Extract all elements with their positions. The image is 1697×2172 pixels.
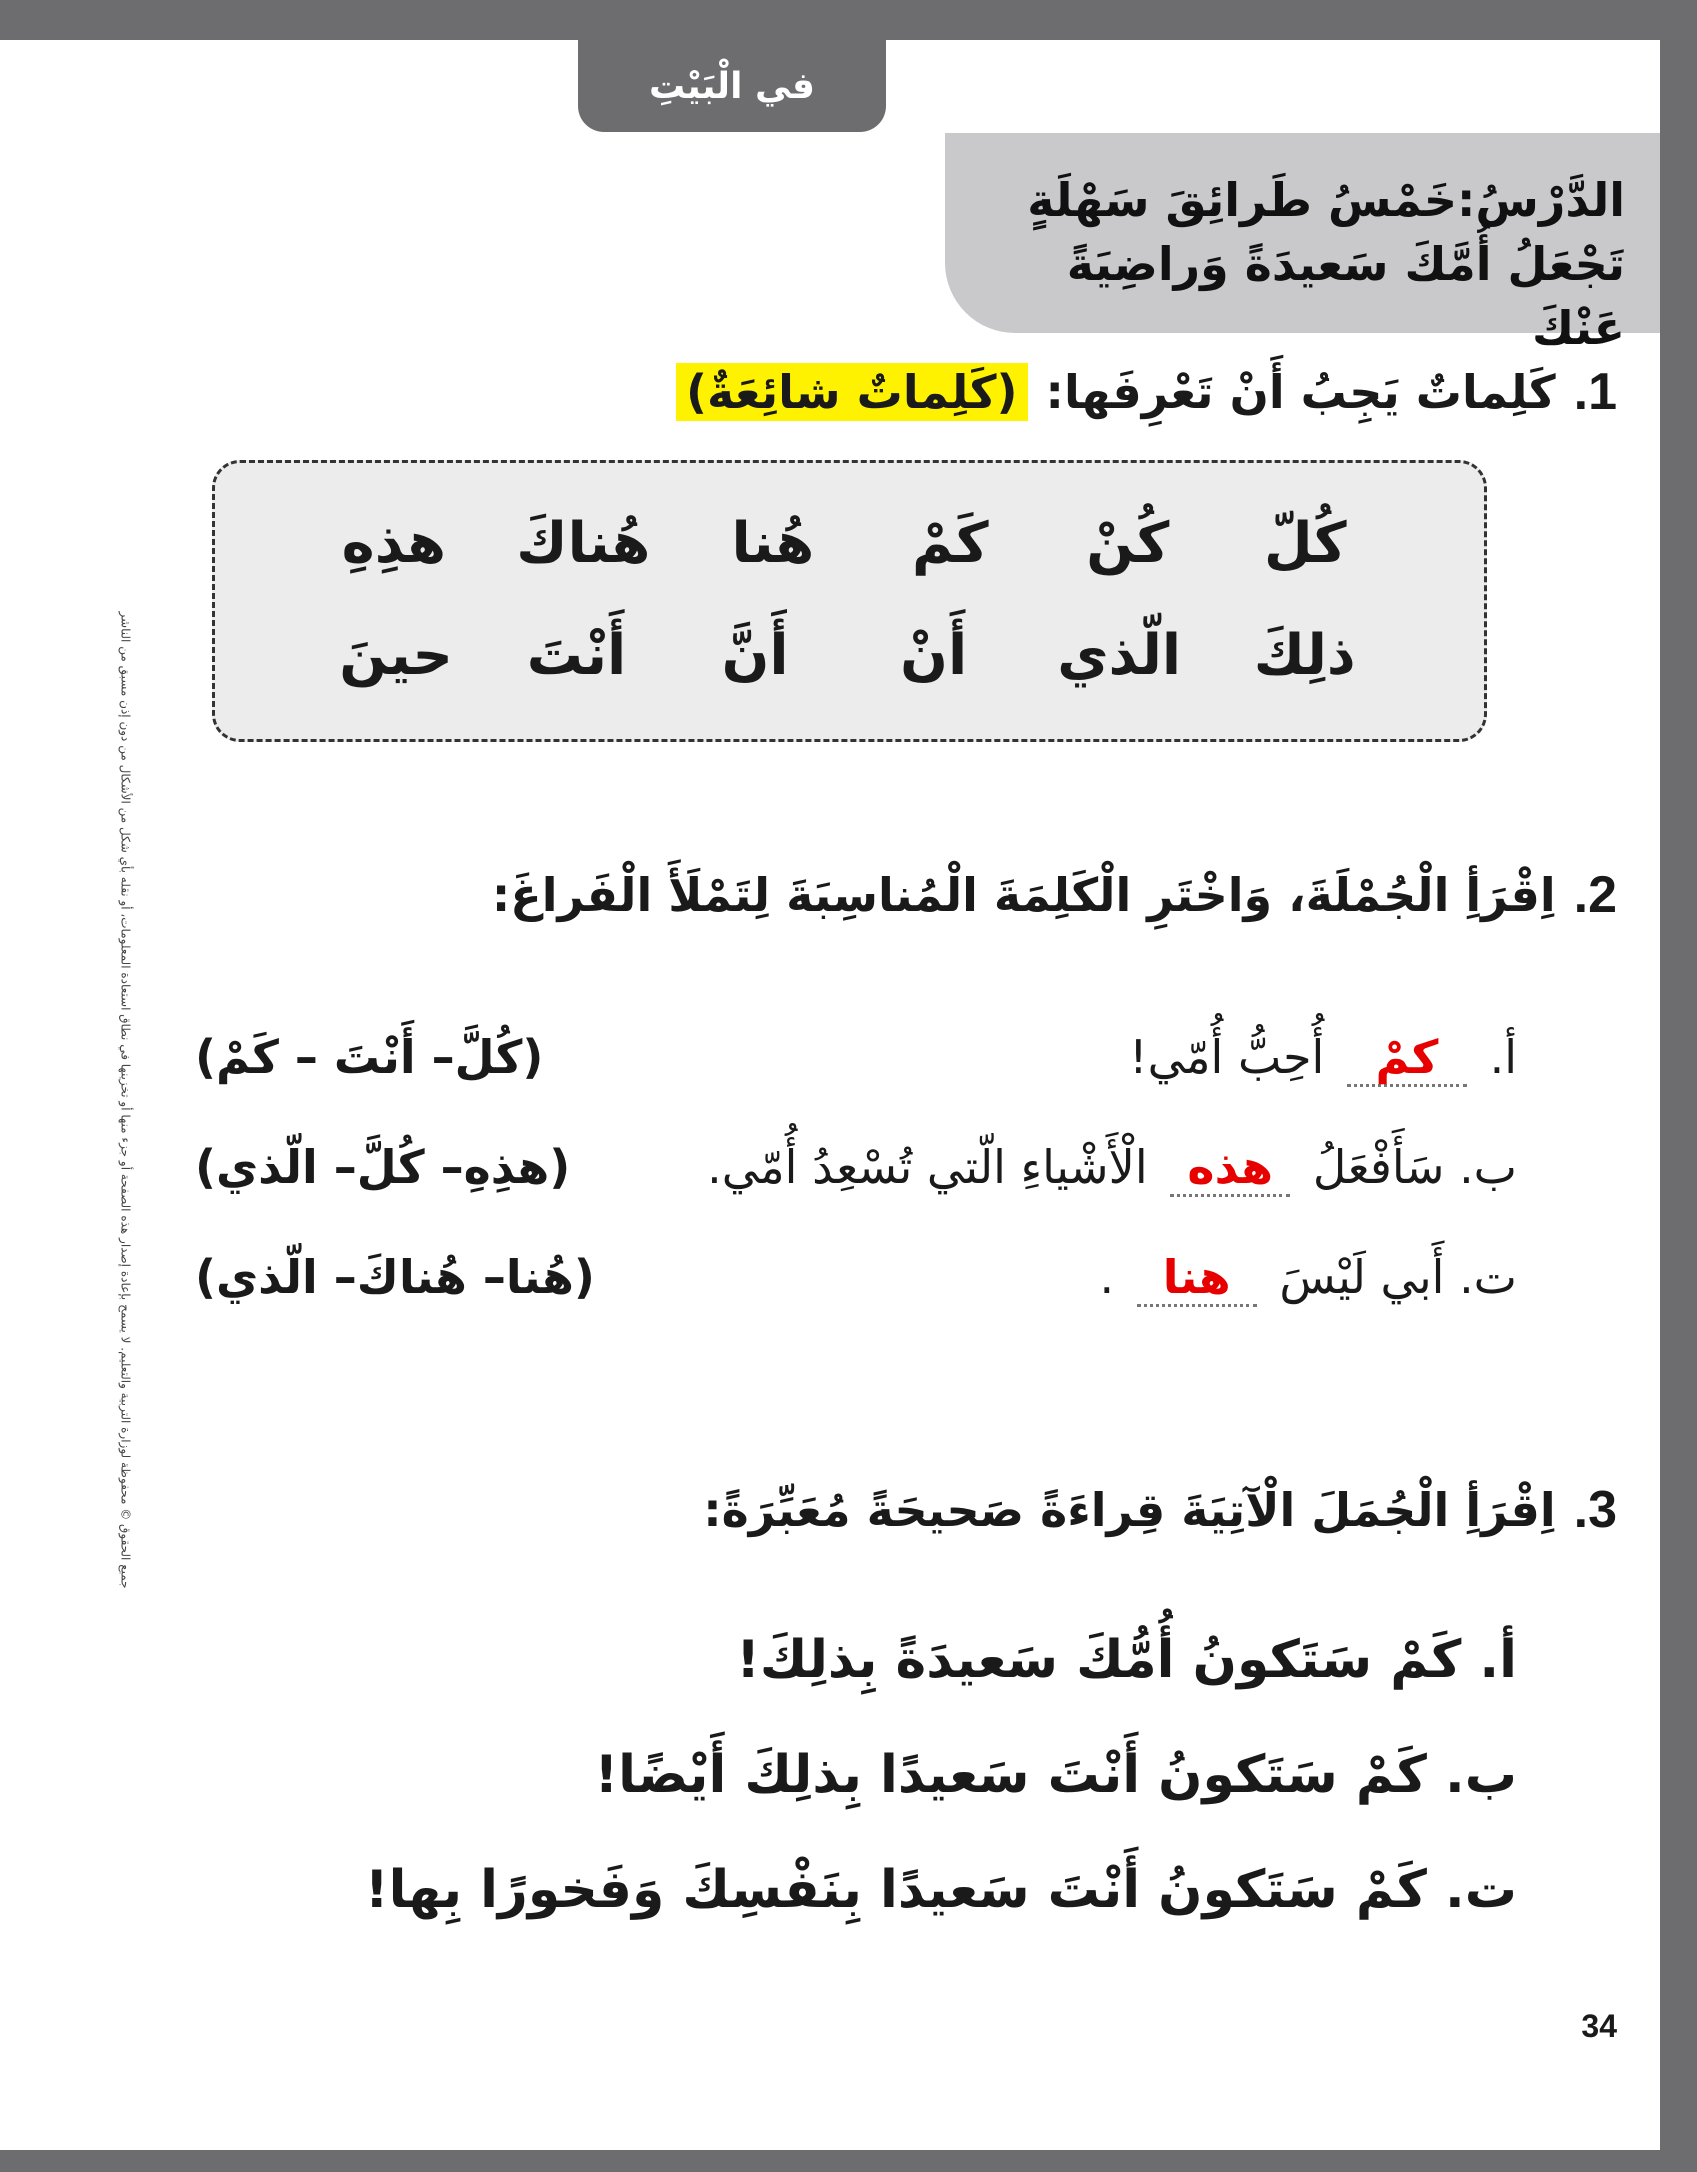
word-item: ذلِكَ [1253,623,1356,688]
common-words-box [212,460,1487,742]
exercise-text: أُحِبُّ أُمّي! [1129,1030,1325,1084]
word-item: أَنْتَ [526,623,627,688]
words-row-1 [215,511,1484,576]
word-item: الّذي [1057,623,1182,688]
word-item: أَنَّ [721,623,789,688]
word-item: كُنْ [1086,511,1170,576]
choices-b: (هذِهِ– كُلَّ– الّذي) [195,1140,571,1194]
exercise-line-a [1129,1030,1517,1087]
unit-title: الْوَحْدَةُ السّابِعَةُ: أُمّي [1058,58,1517,112]
choices-a: (كُلَّ– أَنْتَ – كَمْ) [195,1030,544,1084]
word-item: هُناكَ [516,511,651,576]
choices-c: (هُنا– هُناكَ– الّذي) [195,1250,595,1304]
exercise-text: أَبي لَيْسَ [1279,1250,1445,1304]
page-number: 34 [1581,2008,1617,2044]
exercise-letter: ت. [1459,1250,1517,1304]
exercise-line-c [1099,1250,1517,1307]
answer-blank[interactable]: هذه [1170,1140,1290,1197]
common-words-highlight: (كَلِماتٌ شائِعَةٌ) [676,363,1028,421]
copyright-note [118,530,134,1670]
lesson-title: الدَّرْسُ:خَمْسُ طَرائِقَ سَهْلَةٍ تَجْعَلُ أُمَّكَ سَعيدَةً وَراضِيَةً عَنْكَ [1027,173,1625,355]
copyright-text: جميع الحقوق © محفوظة لوزارة التربية والتعليم. لا يسمح بإعادة إصدار هذه الصفحة أو جزء منها أو تخزينها في نطاق استعادة المعلومات، أو نقله بأي شكل من الأشكال من دون إذن مسبق من الناشر [119,611,133,1589]
answer-blank[interactable]: هنا [1137,1250,1257,1307]
question-1-heading [676,362,1617,422]
word-item: كُلّ [1263,511,1347,576]
question-3-number: 3. [1573,1481,1617,1539]
question-1-number: 1. [1573,363,1617,421]
question-2-heading [492,865,1617,925]
word-item: هُنا [731,511,815,576]
word-item: هذِهِ [341,511,446,576]
section-tab-label: في الْبَيْتِ [649,65,815,107]
word-item: أَنْ [900,623,968,688]
answer-blank[interactable]: كمْ [1347,1030,1467,1087]
exercise-letter: أ. [1489,1030,1517,1084]
reading-line: أ. كَمْ سَتَكونُ أُمُّكَ سَعيدَةً بِذلِكَ! [736,1630,1517,1690]
exercise-text: . [1099,1250,1115,1304]
question-3-prompt: اِقْرَأِ الْجُمَلَ الْآتِيَةَ قِراءَةً صَحيحَةً مُعَبِّرَةً: [703,1483,1556,1537]
exercise-letter: ب. [1459,1140,1517,1194]
reading-line: ت. كَمْ سَتَكونُ أَنْتَ سَعيدًا بِنَفْسِكَ وَفَخورًا بِها! [364,1860,1517,1920]
exercise-text: الْأَشْياءِ الّتي تُسْعِدُ أُمّي. [707,1140,1148,1194]
question-2-prompt: اِقْرَأِ الْجُمْلَةَ، وَاخْتَرِ الْكَلِمَةَ الْمُناسِبَةَ لِتَمْلَأَ الْفَراغَ: [491,868,1556,922]
question-3-heading [703,1480,1617,1540]
exercise-text: سَأَفْعَلُ [1312,1140,1445,1194]
words-row-2 [215,623,1484,688]
word-item: حينَ [339,623,453,688]
exercise-line-b [707,1140,1517,1197]
reading-line: ب. كَمْ سَتَكونُ أَنْتَ سَعيدًا بِذلِكَ أَيْضًا! [594,1745,1517,1805]
section-tab [578,40,886,132]
question-1-prompt: كَلِماتٌ يَجِبُ أَنْ تَعْرِفَها: [1045,365,1556,419]
question-2-number: 2. [1573,866,1617,924]
word-item: كَمْ [912,511,989,576]
